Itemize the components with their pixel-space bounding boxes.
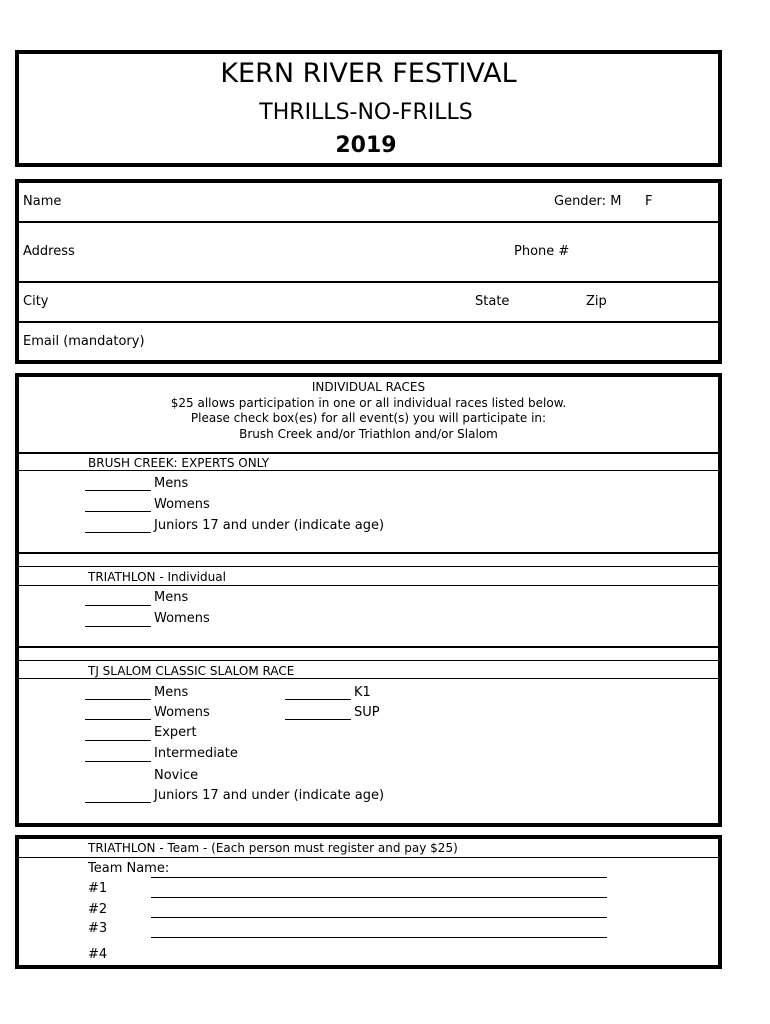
member-1-label: #1 — [88, 881, 108, 896]
individual-races-heading: INDIVIDUAL RACES — [311, 380, 426, 394]
section-divider — [17, 660, 720, 661]
form-subtitle: THRILLS-NO-FRILLS — [259, 100, 473, 125]
individual-races-info-3: Brush Creek and/or Triathlon and/or Slalom — [239, 427, 498, 441]
slalom-novice-label: Novice — [154, 768, 199, 783]
slalom-k1-blank[interactable] — [285, 699, 351, 700]
triathlon-individual-heading: TRIATHLON - Individual — [88, 570, 226, 584]
triathlon-team-heading: TRIATHLON - Team - (Each person must register and pay $25) — [88, 841, 458, 855]
brush-creek-heading: BRUSH CREEK: EXPERTS ONLY — [88, 456, 270, 470]
individual-races-info-2: Please check box(es) for all event(s) you will participate in: — [190, 411, 547, 425]
row-divider — [17, 221, 720, 223]
row-divider — [17, 321, 720, 323]
triathlon-mens-blank[interactable] — [85, 605, 151, 606]
slalom-womens-label: Womens — [154, 705, 210, 720]
slalom-womens-blank[interactable] — [85, 719, 151, 720]
slalom-juniors-label: Juniors 17 and under (indicate age) — [154, 788, 385, 803]
team-name-label: Team Name: — [88, 861, 170, 876]
form-title: KERN RIVER FESTIVAL — [220, 58, 517, 89]
name-label: Name — [23, 194, 62, 209]
brush-creek-womens-label: Womens — [154, 497, 210, 512]
brush-creek-mens-blank[interactable] — [85, 490, 151, 491]
section-divider — [17, 646, 720, 648]
brush-creek-womens-blank[interactable] — [85, 511, 151, 512]
member-2-label: #2 — [88, 902, 108, 917]
individual-races-info-1: $25 allows participation in one or all individual races listed below. — [170, 396, 567, 410]
section-divider — [17, 552, 720, 554]
slalom-intermediate-blank[interactable] — [85, 761, 151, 762]
city-label: City — [23, 294, 49, 309]
slalom-juniors-blank[interactable] — [85, 802, 151, 803]
state-label: State — [475, 294, 510, 309]
brush-creek-juniors-label: Juniors 17 and under (indicate age) — [154, 518, 385, 533]
row-divider — [17, 281, 720, 283]
slalom-sup-label: SUP — [354, 705, 380, 720]
slalom-expert-blank[interactable] — [85, 740, 151, 741]
brush-creek-juniors-blank[interactable] — [85, 532, 151, 533]
member-3-line[interactable] — [151, 937, 607, 938]
gender-label: Gender: M — [554, 194, 622, 209]
individual-races-box — [15, 373, 722, 827]
section-underline — [17, 678, 720, 679]
team-name-line[interactable] — [151, 877, 607, 878]
slalom-k1-label: K1 — [354, 685, 371, 700]
section-underline — [17, 857, 720, 858]
member-1-line[interactable] — [151, 897, 607, 898]
slalom-mens-blank[interactable] — [85, 699, 151, 700]
triathlon-team-box — [15, 835, 722, 969]
form-year: 2019 — [335, 133, 397, 158]
triathlon-womens-blank[interactable] — [85, 626, 151, 627]
member-3-label: #3 — [88, 921, 108, 936]
slalom-sup-blank[interactable] — [285, 719, 351, 720]
slalom-heading: TJ SLALOM CLASSIC SLALOM RACE — [88, 664, 295, 678]
section-underline — [17, 585, 720, 586]
zip-label: Zip — [586, 294, 607, 309]
section-divider — [17, 452, 720, 454]
gender-f-label: F — [645, 194, 653, 209]
triathlon-mens-label: Mens — [154, 590, 189, 605]
triathlon-womens-label: Womens — [154, 611, 210, 626]
section-underline — [17, 470, 720, 471]
slalom-intermediate-label: Intermediate — [154, 746, 238, 761]
section-divider — [17, 566, 720, 567]
slalom-expert-label: Expert — [154, 725, 197, 740]
member-4-label: #4 — [88, 947, 108, 962]
brush-creek-mens-label: Mens — [154, 476, 189, 491]
email-label: Email (mandatory) — [23, 334, 145, 349]
member-2-line[interactable] — [151, 917, 607, 918]
address-label: Address — [23, 244, 75, 259]
slalom-mens-label: Mens — [154, 685, 189, 700]
phone-label: Phone # — [514, 244, 570, 259]
